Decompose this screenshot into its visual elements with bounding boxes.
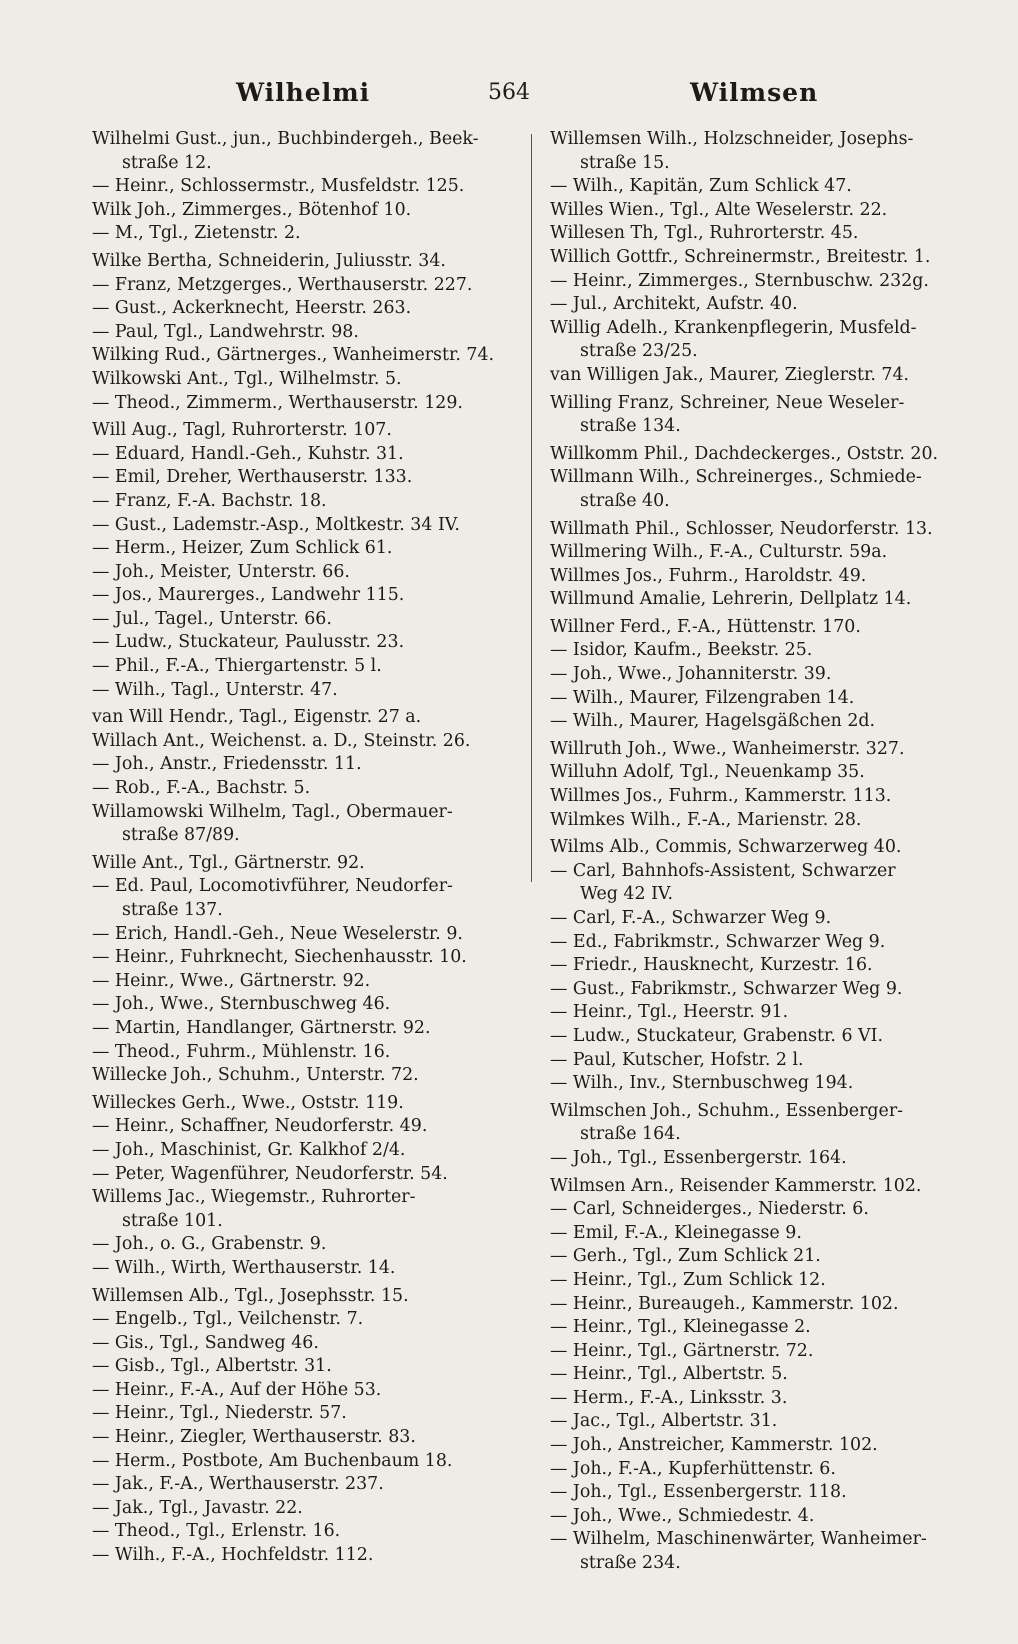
- directory-entry: — Wilh., Tagl., Unterstr. 47.: [92, 679, 338, 700]
- directory-entry: — Ludw., Stuckateur, Grabenstr. 6 VI.: [550, 1025, 884, 1046]
- directory-entry: — Heinr., Ziegler, Werthauserstr. 83.: [92, 1427, 416, 1448]
- directory-entry: — Wilh., F.-A., Hochfeldstr. 112.: [92, 1545, 374, 1566]
- directory-entry: Wilking Rud., Gärtnerges., Wanheimerstr. 74.: [92, 345, 495, 366]
- directory-entry: Willmann Wilh., Schreinerges., Schmiede-: [550, 467, 922, 488]
- directory-entry: — Joh., Maschinist, Gr. Kalkhof 2/4.: [92, 1139, 406, 1160]
- left-column: [92, 128, 512, 1568]
- directory-entry: — Heinr., Schaffner, Neudorferstr. 49.: [92, 1116, 428, 1137]
- directory-entry: Willeckes Gerh., Wwe., Oststr. 119.: [92, 1092, 404, 1113]
- directory-entry: — Ed., Fabrikmstr., Schwarzer Weg 9.: [550, 931, 886, 952]
- directory-entry: — Heinr., Tgl., Kleinegasse 2.: [550, 1317, 811, 1338]
- directory-entry: — Wilh., Inv., Sternbuschweg 194.: [550, 1073, 854, 1094]
- directory-entry: — Jak., F.-A., Werthauserstr. 237.: [92, 1474, 384, 1495]
- directory-entry: — Paul, Tgl., Landwehrstr. 98.: [92, 321, 359, 342]
- directory-entry: — Wilh., Kapitän, Zum Schlick 47.: [550, 176, 852, 197]
- directory-entry: — Friedr., Hausknecht, Kurzestr. 16.: [550, 955, 873, 976]
- directory-entry: — Heinr., Tgl., Albertstr. 5.: [550, 1364, 788, 1385]
- directory-entry: — Carl, Bahnhofs-Assistent, Schwarzer: [550, 860, 896, 881]
- directory-entry: — Paul, Kutscher, Hofstr. 2 l.: [550, 1049, 804, 1070]
- directory-entry: — Joh., Wwe., Johanniterstr. 39.: [550, 664, 832, 685]
- directory-entry: Willems Jac., Wiegemstr., Ruhrorter-: [92, 1187, 416, 1208]
- entry-continuation: straße 164.: [580, 1124, 681, 1145]
- directory-entry: Wilmsen Arn., Reisender Kammerstr. 102.: [550, 1175, 922, 1196]
- directory-entry: — Gust., Fabrikmstr., Schwarzer Weg 9.: [550, 978, 903, 999]
- directory-entry: Willkomm Phil., Dachdeckerges., Oststr. 20.: [550, 443, 939, 464]
- directory-entry: Wilhelmi Gust., jun., Buchbindergeh., Beek-: [92, 129, 479, 149]
- directory-entry: — Eduard, Handl.-Geh., Kuhstr. 31.: [92, 443, 404, 464]
- header-right-keyword: Wilmsen: [690, 78, 819, 107]
- directory-entry: — Theod., Tgl., Erlenstr. 16.: [92, 1521, 341, 1542]
- directory-entry: — Heinr., Bureaugeh., Kammerstr. 102.: [550, 1293, 899, 1314]
- directory-entry: — Wilh., Wirth, Werthauserstr. 14.: [92, 1257, 396, 1278]
- directory-entry: — Emil, Dreher, Werthauserstr. 133.: [92, 467, 413, 488]
- directory-entry: — Jac., Tgl., Albertstr. 31.: [550, 1411, 778, 1432]
- directory-entry: Wilms Alb., Commis, Schwarzerweg 40.: [550, 837, 902, 858]
- header-left-keyword: Wilhelmi: [236, 78, 371, 107]
- directory-entry: — Herm., Heizer, Zum Schlick 61.: [92, 538, 393, 559]
- directory-entry: — Martin, Handlanger, Gärtnerstr. 92.: [92, 1017, 431, 1038]
- directory-entry: — Joh., Wwe., Sternbuschweg 46.: [92, 994, 391, 1015]
- entry-continuation: straße 137.: [122, 900, 223, 920]
- directory-entry: — Isidor, Kaufm., Beekstr. 25.: [550, 640, 813, 661]
- directory-entry: — Gerh., Tgl., Zum Schlick 21.: [550, 1246, 821, 1267]
- directory-entry: Willmund Amalie, Lehrerin, Dellplatz 14.: [550, 589, 912, 610]
- directory-entry: Willmes Jos., Fuhrm., Kammerstr. 113.: [550, 786, 892, 807]
- directory-entry: Willuhn Adolf, Tgl., Neuenkamp 35.: [550, 762, 865, 783]
- directory-entry: — Gis., Tgl., Sandweg 46.: [92, 1332, 319, 1353]
- directory-entry: Wille Ant., Tgl., Gärtnerstr. 92.: [92, 852, 365, 873]
- directory-entry: — Wilh., Maurer, Filzengraben 14.: [550, 687, 855, 708]
- directory-entry: — Wilh., Maurer, Hagelsgäßchen 2d.: [550, 711, 876, 732]
- directory-entry: — M., Tgl., Zietenstr. 2.: [92, 223, 301, 244]
- directory-entry: — Wilhelm, Maschinenwärter, Wanheimer-: [550, 1529, 927, 1550]
- directory-entry: van Will Hendr., Tagl., Eigenstr. 27 a.: [92, 707, 422, 728]
- page-header: [0, 78, 1018, 118]
- entry-continuation: straße 15.: [580, 152, 670, 173]
- directory-entry: Willmath Phil., Schlosser, Neudorferstr. 13.: [550, 518, 933, 539]
- directory-entry: — Rob., F.-A., Bachstr. 5.: [92, 778, 311, 799]
- directory-entry: — Heinr., Wwe., Gärtnerstr. 92.: [92, 970, 371, 991]
- directory-entry: — Heinr., Schlossermstr., Musfeldstr. 125.: [92, 176, 465, 197]
- directory-entry: — Jul., Architekt, Aufstr. 40.: [550, 294, 798, 315]
- directory-entry: — Heinr., Tgl., Gärtnerstr. 72.: [550, 1340, 814, 1361]
- entry-continuation: straße 12.: [122, 152, 212, 173]
- directory-entry: — Peter, Wagenführer, Neudorferstr. 54.: [92, 1163, 448, 1184]
- directory-entry: Wilmkes Wilh., F.-A., Marienstr. 28.: [550, 809, 862, 830]
- directory-entry: — Emil, F.-A., Kleinegasse 9.: [550, 1222, 802, 1243]
- entry-continuation: straße 101.: [122, 1210, 223, 1231]
- directory-entry: Willmes Jos., Fuhrm., Haroldstr. 49.: [550, 565, 867, 586]
- directory-entry: — Joh., Meister, Unterstr. 66.: [92, 561, 350, 582]
- directory-entry: Willesen Th, Tgl., Ruhrorterstr. 45.: [550, 223, 859, 244]
- directory-entry: — Jak., Tgl., Javastr. 22.: [92, 1497, 303, 1518]
- directory-entry: — Franz, F.-A. Bachstr. 18.: [92, 490, 327, 511]
- directory-entry: — Franz, Metzgerges., Werthauserstr. 227.: [92, 274, 473, 295]
- directory-entry: — Carl, Schneiderges., Niederstr. 6.: [550, 1199, 869, 1220]
- directory-entry: Willig Adelh., Krankenpflegerin, Musfeld-: [550, 317, 917, 338]
- directory-entry: — Theod., Zimmerm., Werthauserstr. 129.: [92, 392, 463, 413]
- entry-continuation: straße 134.: [580, 416, 681, 437]
- directory-entry: — Jul., Tagel., Unterstr. 66.: [92, 608, 332, 629]
- directory-entry: Wilkowski Ant., Tgl., Wilhelmstr. 5.: [92, 368, 402, 389]
- directory-entry: Willing Franz, Schreiner, Neue Weseler-: [550, 392, 905, 413]
- directory-entry: — Ed. Paul, Locomotivführer, Neudorfer-: [92, 876, 453, 897]
- directory-entry: Willemsen Alb., Tgl., Josephsstr. 15.: [92, 1285, 409, 1306]
- directory-entry: — Erich, Handl.-Geh., Neue Weselerstr. 9.: [92, 923, 463, 944]
- entry-continuation: Weg 42 IV.: [580, 884, 673, 905]
- directory-entry: Willemsen Wilh., Holzschneider, Josephs-: [550, 129, 914, 149]
- directory-entry: — Joh., Tgl., Essenbergerstr. 164.: [550, 1147, 847, 1168]
- directory-entry: — Phil., F.-A., Thiergartenstr. 5 l.: [92, 656, 382, 677]
- directory-entry: — Heinr., Tgl., Heerstr. 91.: [550, 1002, 789, 1023]
- directory-entry: — Herm., F.-A., Linksstr. 3.: [550, 1387, 788, 1408]
- directory-entry: Willach Ant., Weichenst. a. D., Steinstr. 26.: [92, 730, 471, 751]
- directory-entry: Willes Wien., Tgl., Alte Weselerstr. 22.: [550, 199, 888, 220]
- directory-entry: — Joh., o. G., Grabenstr. 9.: [92, 1234, 327, 1255]
- directory-entry: Wilk Joh., Zimmerges., Bötenhof 10.: [92, 199, 412, 220]
- entry-continuation: straße 23/25.: [580, 341, 698, 362]
- directory-entry: — Joh., Tgl., Essenbergerstr. 118.: [550, 1482, 847, 1503]
- directory-entry: Will Aug., Tagl, Ruhrorterstr. 107.: [92, 420, 392, 441]
- directory-entry: — Gust., Ackerknecht, Heerstr. 263.: [92, 298, 412, 319]
- directory-entry: — Joh., Wwe., Schmiedestr. 4.: [550, 1505, 815, 1526]
- directory-entry: — Jos., Maurerges., Landwehr 115.: [92, 585, 405, 606]
- entry-continuation: straße 234.: [580, 1553, 681, 1574]
- directory-entry: — Gust., Lademstr.-Asp., Moltkestr. 34 IV.: [92, 514, 460, 535]
- column-divider: [531, 134, 532, 882]
- directory-entry: — Joh., Anstr., Friedensstr. 11.: [92, 754, 362, 775]
- directory-entry: Wilke Bertha, Schneiderin, Juliusstr. 34.: [92, 250, 446, 271]
- entry-continuation: straße 87/89.: [122, 825, 240, 846]
- page-number: 564: [488, 80, 530, 105]
- right-column: [550, 128, 980, 1576]
- directory-entry: Willruth Joh., Wwe., Wanheimerstr. 327.: [550, 738, 905, 759]
- directory-entry: — Heinr., F.-A., Auf der Höhe 53.: [92, 1379, 382, 1400]
- directory-entry: — Heinr., Tgl., Niederstr. 57.: [92, 1403, 347, 1424]
- directory-entry: Willecke Joh., Schuhm., Unterstr. 72.: [92, 1065, 419, 1086]
- directory-entry: — Joh., F.-A., Kupferhüttenstr. 6.: [550, 1458, 836, 1479]
- directory-entry: — Heinr., Fuhrknecht, Siechenhausstr. 10.: [92, 947, 467, 968]
- directory-entry: — Gisb., Tgl., Albertstr. 31.: [92, 1356, 332, 1377]
- directory-entry: — Heinr., Tgl., Zum Schlick 12.: [550, 1269, 826, 1290]
- directory-entry: — Heinr., Zimmerges., Sternbuschw. 232g.: [550, 270, 929, 291]
- directory-entry: — Herm., Postbote, Am Buchenbaum 18.: [92, 1450, 453, 1471]
- directory-entry: Wilmschen Joh., Schuhm., Essenberger-: [550, 1100, 904, 1121]
- entry-continuation: straße 40.: [580, 490, 670, 511]
- directory-entry: van Willigen Jak., Maurer, Zieglerstr. 74.: [550, 364, 910, 385]
- directory-entry: Willich Gottfr., Schreinermstr., Breitestr. 1.: [550, 246, 931, 267]
- directory-entry: — Theod., Fuhrm., Mühlenstr. 16.: [92, 1041, 391, 1062]
- directory-entry: — Joh., Anstreicher, Kammerstr. 102.: [550, 1435, 878, 1456]
- directory-entry: — Ludw., Stuckateur, Paulusstr. 23.: [92, 632, 405, 653]
- directory-entry: — Engelb., Tgl., Veilchenstr. 7.: [92, 1309, 364, 1330]
- directory-entry: Willner Ferd., F.-A., Hüttenstr. 170.: [550, 616, 861, 637]
- directory-entry: Willmering Wilh., F.-A., Culturstr. 59a.: [550, 542, 888, 563]
- directory-entry: — Carl, F.-A., Schwarzer Weg 9.: [550, 908, 832, 928]
- directory-entry: Willamowski Wilhelm, Tagl., Obermauer-: [92, 801, 453, 822]
